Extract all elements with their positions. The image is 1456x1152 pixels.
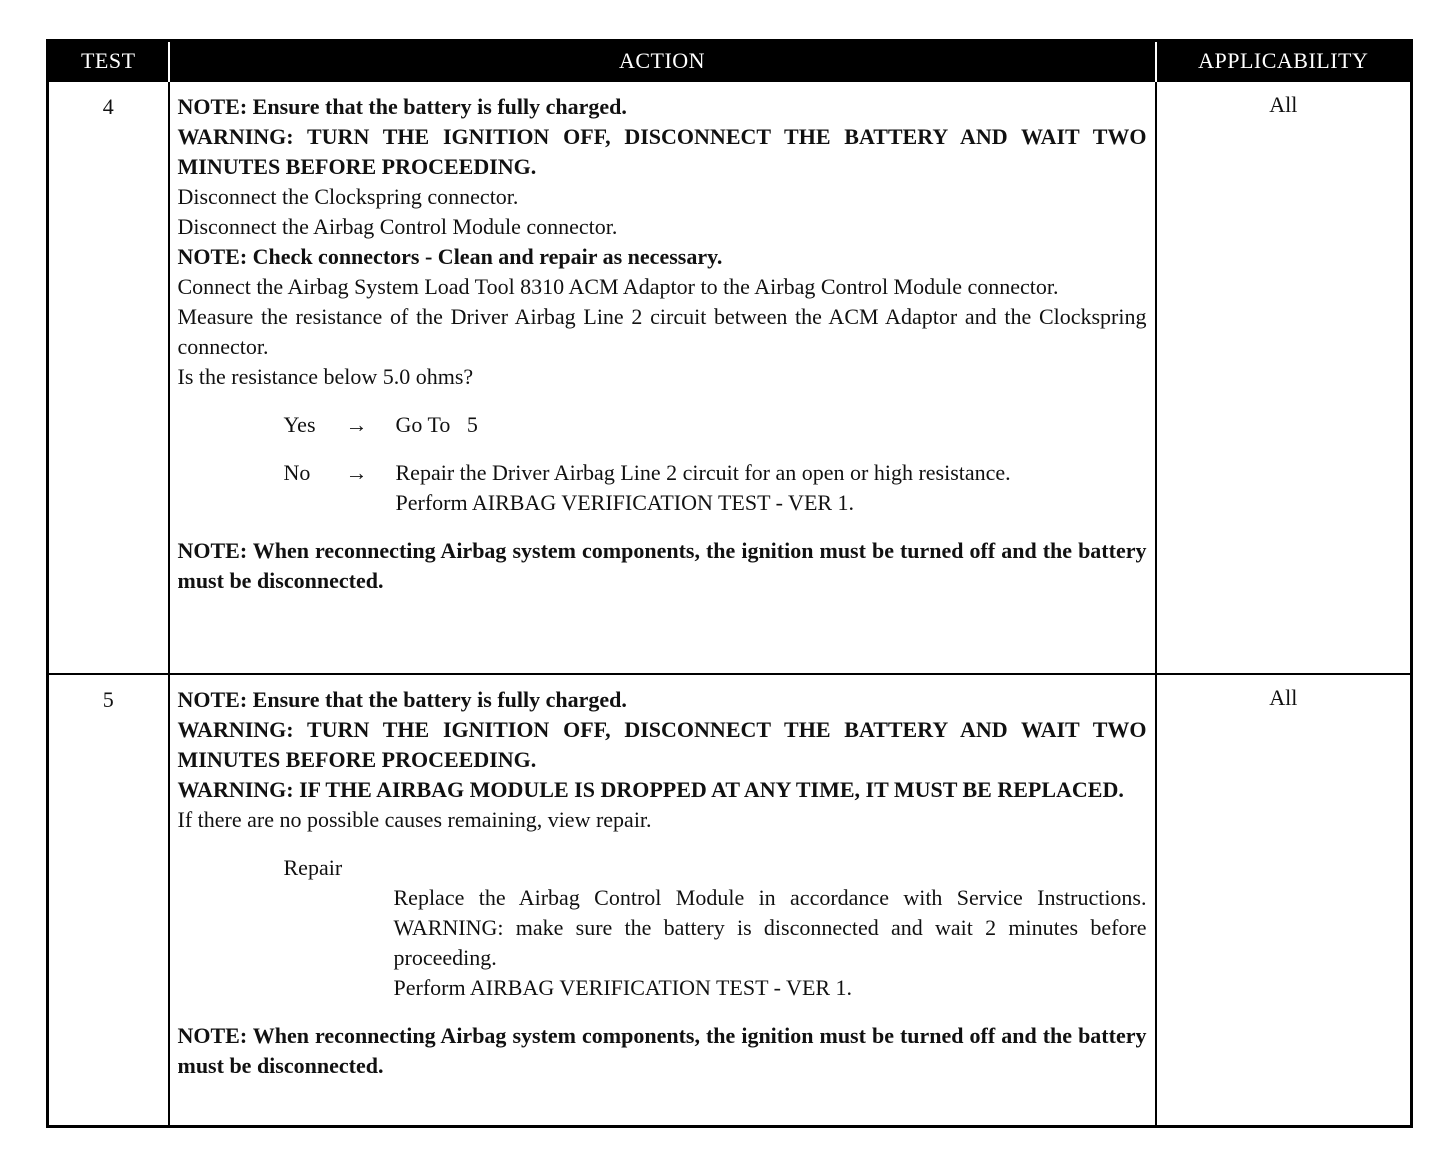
yes-branch [284, 410, 1147, 440]
step-text: Measure the resistance of the Driver Airbag Line 2 circuit between the ACM Adaptor and the Clockspring connector. [177, 304, 1147, 359]
test-number: 5 [48, 674, 169, 1126]
note-battery: NOTE: Ensure that the battery is fully charged. [177, 94, 627, 119]
test-number: 4 [48, 81, 169, 674]
action-cell [169, 81, 1156, 674]
yes-label: Yes [283, 412, 316, 437]
applicability-value: All [1156, 674, 1412, 1126]
step-text: If there are no possible causes remaining, view repair. [177, 807, 652, 832]
header-test: TEST [48, 41, 169, 82]
warning-ignition: WARNING: TURN THE IGNITION OFF, DISCONNECT THE BATTERY AND WAIT TWO MINUTES BEFORE PROCEEDING. [177, 124, 1147, 179]
no-label: No [283, 460, 311, 485]
step-text: Disconnect the Clockspring connector. [177, 184, 519, 209]
note-reconnecting: NOTE: When reconnecting Airbag system components, the ignition must be turned off and the battery must be disconnected. [177, 538, 1147, 593]
header-action: ACTION [169, 41, 1156, 82]
step-text: Connect the Airbag System Load Tool 8310 ACM Adaptor to the Airbag Control Module connector. [177, 274, 1059, 299]
note-reconnecting: NOTE: When reconnecting Airbag system components, the ignition must be turned off and the battery must be disconnected. [177, 1023, 1147, 1078]
repair-text: Replace the Airbag Control Module in accordance with Service Instructions. WARNING: make sure the battery is disconnected and wait 2 minutes before proceeding. [393, 885, 1147, 970]
yes-text: Go To 5 [395, 412, 478, 437]
table-row [48, 674, 1412, 1126]
header-applicability: APPLICABILITY [1156, 41, 1412, 82]
warning-dropped: WARNING: IF THE AIRBAG MODULE IS DROPPED AT ANY TIME, IT MUST BE REPLACED. [177, 777, 1124, 802]
no-text-verification: Perform AIRBAG VERIFICATION TEST - VER 1. [395, 490, 855, 515]
repair-label: Repair [283, 855, 343, 880]
applicability-value: All [1156, 81, 1412, 674]
arrow-icon: → [345, 460, 368, 485]
table-header [48, 41, 1412, 82]
arrow-icon: → [345, 412, 368, 437]
question-text: Is the resistance below 5.0 ohms? [177, 364, 474, 389]
note-connectors: NOTE: Check connectors - Clean and repair as necessary. [177, 244, 723, 269]
note-battery: NOTE: Ensure that the battery is fully charged. [177, 687, 627, 712]
diagnostic-test-table [46, 39, 1413, 1128]
table-row [48, 81, 1412, 674]
step-text: Disconnect the Airbag Control Module connector. [177, 214, 618, 239]
repair-text-verification: Perform AIRBAG VERIFICATION TEST - VER 1. [393, 975, 853, 1000]
action-cell [169, 674, 1156, 1126]
warning-ignition: WARNING: TURN THE IGNITION OFF, DISCONNECT THE BATTERY AND WAIT TWO MINUTES BEFORE PROCEEDING. [177, 717, 1147, 772]
no-branch [284, 458, 1147, 518]
no-text: Repair the Driver Airbag Line 2 circuit for an open or high resistance. [395, 460, 1011, 485]
